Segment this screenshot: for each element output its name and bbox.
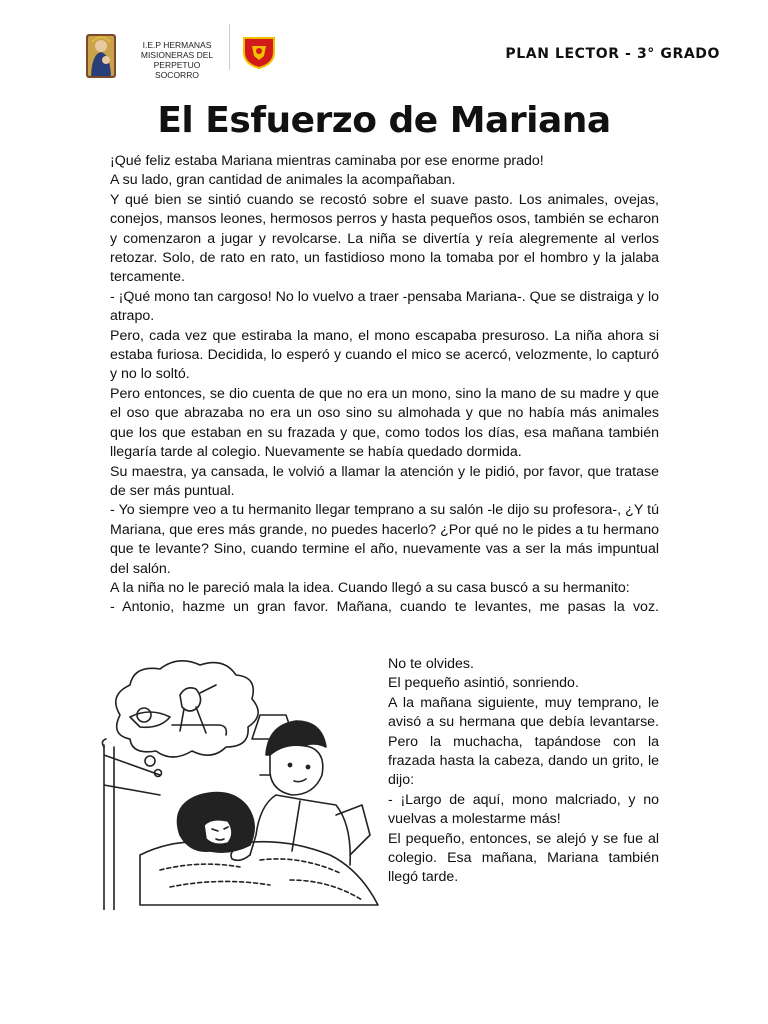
story-text — [110, 152, 659, 618]
boy-shirt — [250, 795, 350, 865]
paragraph: - ¡Qué mono tan cargoso! No lo vuelvo a traer -pensaba Mariana-. Que se distraiga y lo atrapo. — [110, 288, 659, 325]
boy-face — [270, 745, 323, 795]
paragraph: Su maestra, ya cansada, le volvió a llamar la atención y le pidió, por favor, que tratase de ser más puntual. — [110, 463, 659, 499]
paragraph: - Yo siempre veo a tu hermanito llegar temprano a su salón -le dijo su profesora-, ¿Y tú Mariana, que eres más grande, no puedes hacerlo? ¿Por qué no le pides a tu hermano que te levante? Sino, cuando termine el año, nuevamente vas a ser la más impuntual del salón. — [110, 502, 659, 577]
plan-lector-label: PLAN LECTOR - 3° GRADO — [505, 46, 720, 62]
school-name-line: I.E.P HERMANAS — [142, 40, 212, 50]
paragraph: A la mañana siguiente, muy temprano, le avisó a su hermana que debía levantarse. Pero la muchacha, tapándose con la frazada hasta la cabeza, dando un grito, le dijo: — [388, 694, 659, 789]
virgin-mary-icon — [86, 34, 116, 78]
paragraph: Pero entonces, se dio cuenta de que no era un mono, sino la mano de su madre y que el oso que abrazaba no era un oso sino su almohada y que no había más animales que los que estaban en su frazada y que, como todos los días, esa mañana también llegaría tarde al colegio. Nuevamente se había quedado dormida. — [110, 385, 659, 461]
paragraph: - ¡Largo de aquí, mono malcriado, y no vuelvas a molestarme más! — [388, 791, 659, 828]
school-name — [118, 40, 236, 80]
paragraph: El pequeño asintió, sonriendo. — [388, 675, 579, 692]
side-text — [388, 655, 659, 888]
paragraph: ¡Qué feliz estaba Mariana mientras caminaba por ese enorme prado! — [110, 153, 544, 169]
bed-headboard — [104, 745, 160, 910]
bedroom-illustration — [100, 655, 382, 910]
school-name-line: SOCORRO — [155, 70, 199, 80]
girl-face — [204, 820, 232, 845]
paragraph: - Antonio, hazme un gran favor. Mañana, cuando te levantes, me pasas la voz. — [110, 599, 659, 616]
paragraph: El pequeño, entonces, se alejó y se fue al colegio. Esa mañana, Mariana también llegó tarde. — [388, 830, 659, 886]
header-divider — [229, 24, 230, 70]
paragraph: Y qué bien se sintió cuando se recostó sobre el suave pasto. Los animales, ovejas, conejos, mansos leones, hermosos perros y hasta pequeños osos, también se echaron y comenzaron a jugar y revolcarse. La niña se divertía y reía alegremente al verlos retozar. Solo, de rato en rato, un fastidioso mono la tomaba por el hombro y la jalaba tercamente. — [110, 191, 659, 286]
school-shield-icon — [240, 34, 278, 70]
dream-cloud — [116, 661, 258, 757]
paragraph: A su lado, gran cantidad de animales la acompañaban. — [110, 172, 456, 189]
paragraph: Pero, cada vez que estiraba la mano, el mono escapaba presuroso. La niña ahora si estaba furiosa. Decidida, lo esperó y cuando el mico se acercó, velozmente, lo capturó y no lo soltó. — [110, 327, 659, 383]
school-name-line: MISIONERAS DEL PERPETUO — [140, 50, 214, 70]
paragraph: A la niña no le pareció mala la idea. Cuando llegó a su casa buscó a su hermanito: — [110, 579, 630, 596]
paragraph: No te olvides. — [388, 656, 474, 672]
page-title: El Esfuerzo de Mariana — [157, 100, 611, 141]
page-header — [0, 0, 768, 90]
blanket — [140, 842, 378, 905]
dream-bubble — [145, 756, 155, 766]
